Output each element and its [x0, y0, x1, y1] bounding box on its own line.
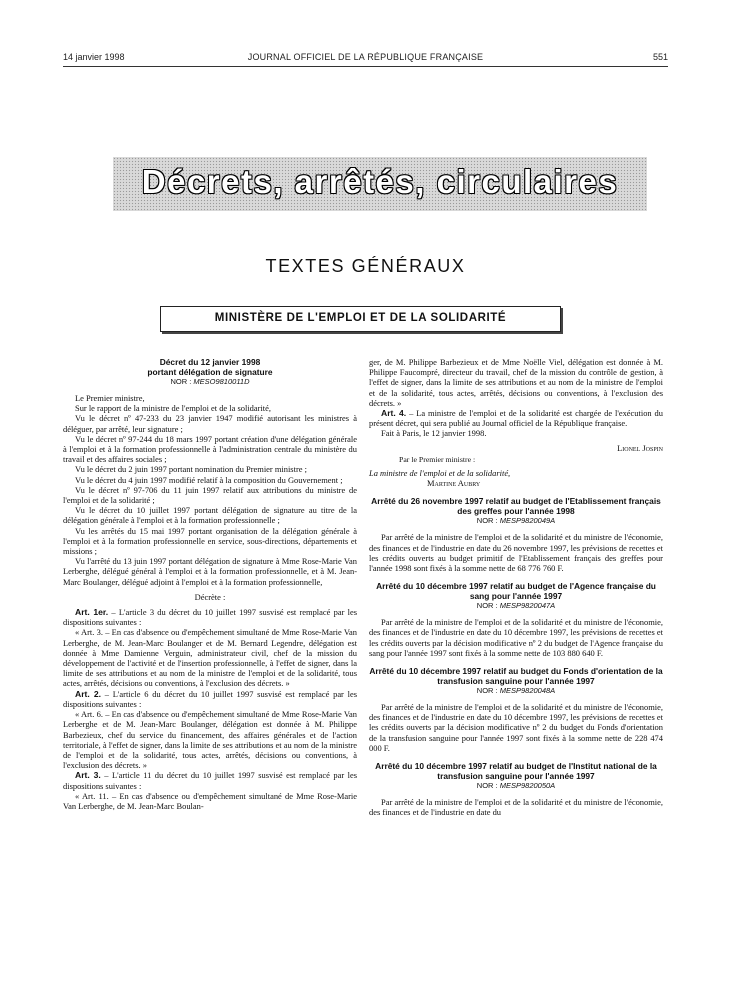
article-1: [63, 607, 357, 627]
nor-code: MESP9820049A: [499, 516, 556, 526]
spacer: [369, 753, 663, 761]
nor-code: MESP9820048A: [499, 686, 556, 696]
article-2-text: – L'article 6 du décret du 10 juillet 1997 susvisé est remplacé par les dispositions suivantes :: [63, 688, 357, 709]
paragraph: Vu le décret du 10 juillet 1997 portant délégation de signature au titre de la délégation générale à l'emploi et à la formation professionnelle ;: [63, 505, 357, 526]
article-1-label: Art. 1er.: [75, 607, 109, 618]
nor-code: MESO9810011D: [193, 377, 250, 386]
arrete-nor: [369, 781, 663, 791]
arrete-title: Arrêté du 10 décembre 1997 relatif au budget du Fonds d'orientation de la transfusion sanguine pour l'année 1997: [369, 666, 663, 687]
article-3-continued: ger, de M. Philippe Barbezieux et de Mme Noëlle Viel, délégation est donnée à M. Philippe Faucompré, directeur du travail, chef de la mission du contrôle de gestion, à l'effet de signer, dans la limite de ses attributions et au nom de la ministre de l'emploi et de la solidarité, tous actes, arrêtés, décisions ou conventions, à l'exclusion des décrets. »: [369, 357, 663, 408]
paragraph: Vu le décret du 4 juin 1997 modifié relatif à la composition du Gouvernement ;: [75, 474, 343, 485]
arrete-4: [369, 761, 663, 817]
signer-prime-minister: Lionel Jospin: [617, 442, 663, 453]
minister-role: La ministre de l'emploi et de la solidarité,: [369, 468, 511, 479]
article-1-quote: « Art. 3. – En cas d'absence ou d'empêchement simultané de Mme Rose-Marie Van Lerberghe, de M. Jean-Marc Boulanger et de M. Bernard Legendre, délégation est donnée à Mme Damienne Verguin, administrateur civil, chef de la mission du développement de l'activité et de l'insertion professionnelle, à l'effet de signer, dans la limite de ses attributions et au nom de la ministre de l'emploi et de la solidarité, tous actes, arrêtés, décisions ou conventions, à l'exclusion des décrets. »: [63, 627, 357, 689]
done-at: Fait à Paris, le 12 janvier 1998.: [381, 428, 487, 439]
page-header: [63, 52, 668, 66]
article-3-text: – L'article 11 du décret du 10 juillet 1997 susvisé est remplacé par les dispositions suivantes :: [63, 770, 358, 791]
nor-label: NOR :: [476, 516, 500, 526]
header-date: 14 janvier 1998: [63, 52, 125, 62]
paragraph: Vu le décret nº 97-706 du 11 juin 1997 relatif aux attributions du ministre de l'emploi et de la solidarité ;: [63, 484, 357, 506]
banner: [113, 157, 647, 211]
ministry-name: MINISTÈRE DE L'EMPLOI ET DE LA SOLIDARITÉ: [214, 312, 507, 324]
nor-label: NOR :: [476, 686, 500, 696]
arrete-nor: [369, 516, 663, 526]
arrete-2: [369, 581, 663, 658]
banner-title: Décrets, arrêtés, circulaires: [141, 163, 619, 200]
article-2-label: Art. 2.: [75, 688, 101, 699]
decret-title-2: portant délégation de signature: [147, 367, 273, 377]
signer-minister: Martine Aubry: [427, 478, 481, 489]
arrete-title: Arrêté du 10 décembre 1997 relatif au budget de l'Institut national de la transfusion sanguine pour l'année 1997: [375, 761, 657, 782]
paragraph: Vu le décret nº 97-244 du 18 mars 1997 portant création d'une délégation générale à l'emploi et à la formation professionnelle à l'administration centrale du ministère du travail et des affaires sociales ;: [63, 433, 357, 465]
spacer: [369, 658, 663, 666]
arrete-text: Par arrêté de la ministre de l'emploi et de la solidarité et du ministre de l'économie, des finances et de l'industrie en date du 10 décembre 1997, les prévisions de recettes et les crédits ouverts par la décision modificative nº 2 du budget de l'Agence française du sang pour l'année 1997 sont fixés à la somme nette de 103 880 640 F.: [369, 617, 663, 658]
nor-label: NOR :: [476, 601, 500, 611]
nor-label: NOR :: [476, 781, 500, 791]
article-3: [63, 770, 357, 790]
article-4-text: – La ministre de l'emploi et de la solidarité est chargée de l'exécution du présent décret, qui sera publié au Journal officiel de la République française.: [369, 408, 663, 429]
article-2-quote: « Art. 6. – En cas d'absence ou d'empêchement simultané de Mme Rose-Marie Van Lerberghe et de M. Jean-Marc Boulanger, délégation est donnée à M. Philippe Barbezieux, chef du service du financement, des affaires générales et de l'action territoriale, à l'effet de signer, dans la limite de ses attributions et au nom de la ministre de l'emploi et de la solidarité, tous actes, arrêtés, décisions ou conventions, à l'exclusion des décrets. »: [63, 709, 357, 771]
header-journal-title: JOURNAL OFFICIEL DE LA RÉPUBLIQUE FRANÇAISE: [247, 52, 484, 62]
nor-code: MESP9820050A: [499, 781, 556, 791]
decrete-label: Décrète :: [194, 591, 226, 602]
paragraph: Vu le décret du 2 juin 1997 portant nomination du Premier ministre ;: [75, 464, 307, 475]
article-3-quote: « Art. 11. – En cas d'absence ou d'empêchement simultané de Mme Rose-Marie Van Lerberghe, de M. Jean-Marc Boulan-: [63, 790, 357, 811]
arrete-title: Arrêté du 10 décembre 1997 relatif au budget de l'Agence française du sang pour l'année 1997: [376, 581, 656, 602]
par-premier-ministre: Par le Premier ministre :: [399, 454, 476, 464]
article-4: [369, 408, 663, 428]
article-2: [63, 689, 357, 709]
left-column: [63, 357, 357, 811]
paragraph: Sur le rapport de la ministre de l'emploi et de la solidarité,: [75, 403, 271, 414]
right-column: [369, 357, 663, 817]
visa-list: [63, 393, 357, 587]
header-page-number: 551: [652, 52, 668, 62]
decret-nor: [63, 377, 357, 387]
section-title: TEXTES GÉNÉRAUX: [265, 256, 466, 276]
arrete-1: [369, 496, 663, 573]
arrete-text: Par arrêté de la ministre de l'emploi et de la solidarité et du ministre de l'économie, des finances et de l'industrie en date du: [369, 797, 663, 818]
arrete-nor: [369, 686, 663, 696]
article-3-label: Art. 3.: [75, 770, 101, 781]
article-4-label: Art. 4.: [381, 408, 407, 419]
nor-label: NOR :: [170, 377, 194, 386]
arrete-text: Par arrêté de la ministre de l'emploi et de la solidarité et du ministre de l'économie, des finances et de l'industrie en date du 26 novembre 1997, les prévisions de recettes et les crédits ouverts au budget primitif de l'Etablissement français des greffes pour l'année 1998 sont fixés à la somme nette de 68 776 760 F.: [369, 532, 663, 574]
decret-title-1: Décret du 12 janvier 1998: [159, 357, 261, 367]
paragraph: Vu les arrêtés du 15 mai 1997 portant organisation de la délégation générale à l'emploi et à la formation professionnelle en service, sous-directions, départements et missions ;: [63, 525, 357, 557]
paragraph: Vu l'arrêté du 13 juin 1997 portant délégation de signature à Mme Rose-Marie Van Lerberghe, délégué général à l'emploi et à la formation professionnelle, et à M. Jean-Marc Boulanger, délégué adjoint à l'emploi et à la formation professionnelle,: [63, 556, 357, 587]
paragraph: Vu le décret nº 47-233 du 23 janvier 1947 modifié autorisant les ministres à déléguer, par arrêté, leur signature ;: [63, 413, 357, 434]
paragraph: Le Premier ministre,: [75, 393, 145, 403]
spacer: [369, 573, 663, 581]
spacer: [369, 488, 663, 496]
nor-code: MESP9820047A: [499, 601, 556, 611]
arrete-nor: [369, 601, 663, 611]
arrete-text: Par arrêté de la ministre de l'emploi et de la solidarité et du ministre de l'économie, des finances et de l'industrie en date du 10 décembre 1997, les prévisions de recettes et les crédits ouverts par la décision modificative nº 2 du budget du Fonds d'orientation de la transfusion sanguine pour l'année 1997 sont fixés à la somme nette de 228 474 000 F.: [369, 702, 663, 753]
header-rule: [63, 66, 668, 67]
ministry-box: [160, 306, 561, 332]
article-1-text: – L'article 3 du décret du 10 juillet 1997 susvisé est remplacé par les dispositions suivantes :: [63, 607, 357, 628]
arrete-title: Arrêté du 26 novembre 1997 relatif au budget de l'Etablissement français des greffes pour l'année 1998: [371, 496, 661, 517]
arrete-3: [369, 666, 663, 753]
